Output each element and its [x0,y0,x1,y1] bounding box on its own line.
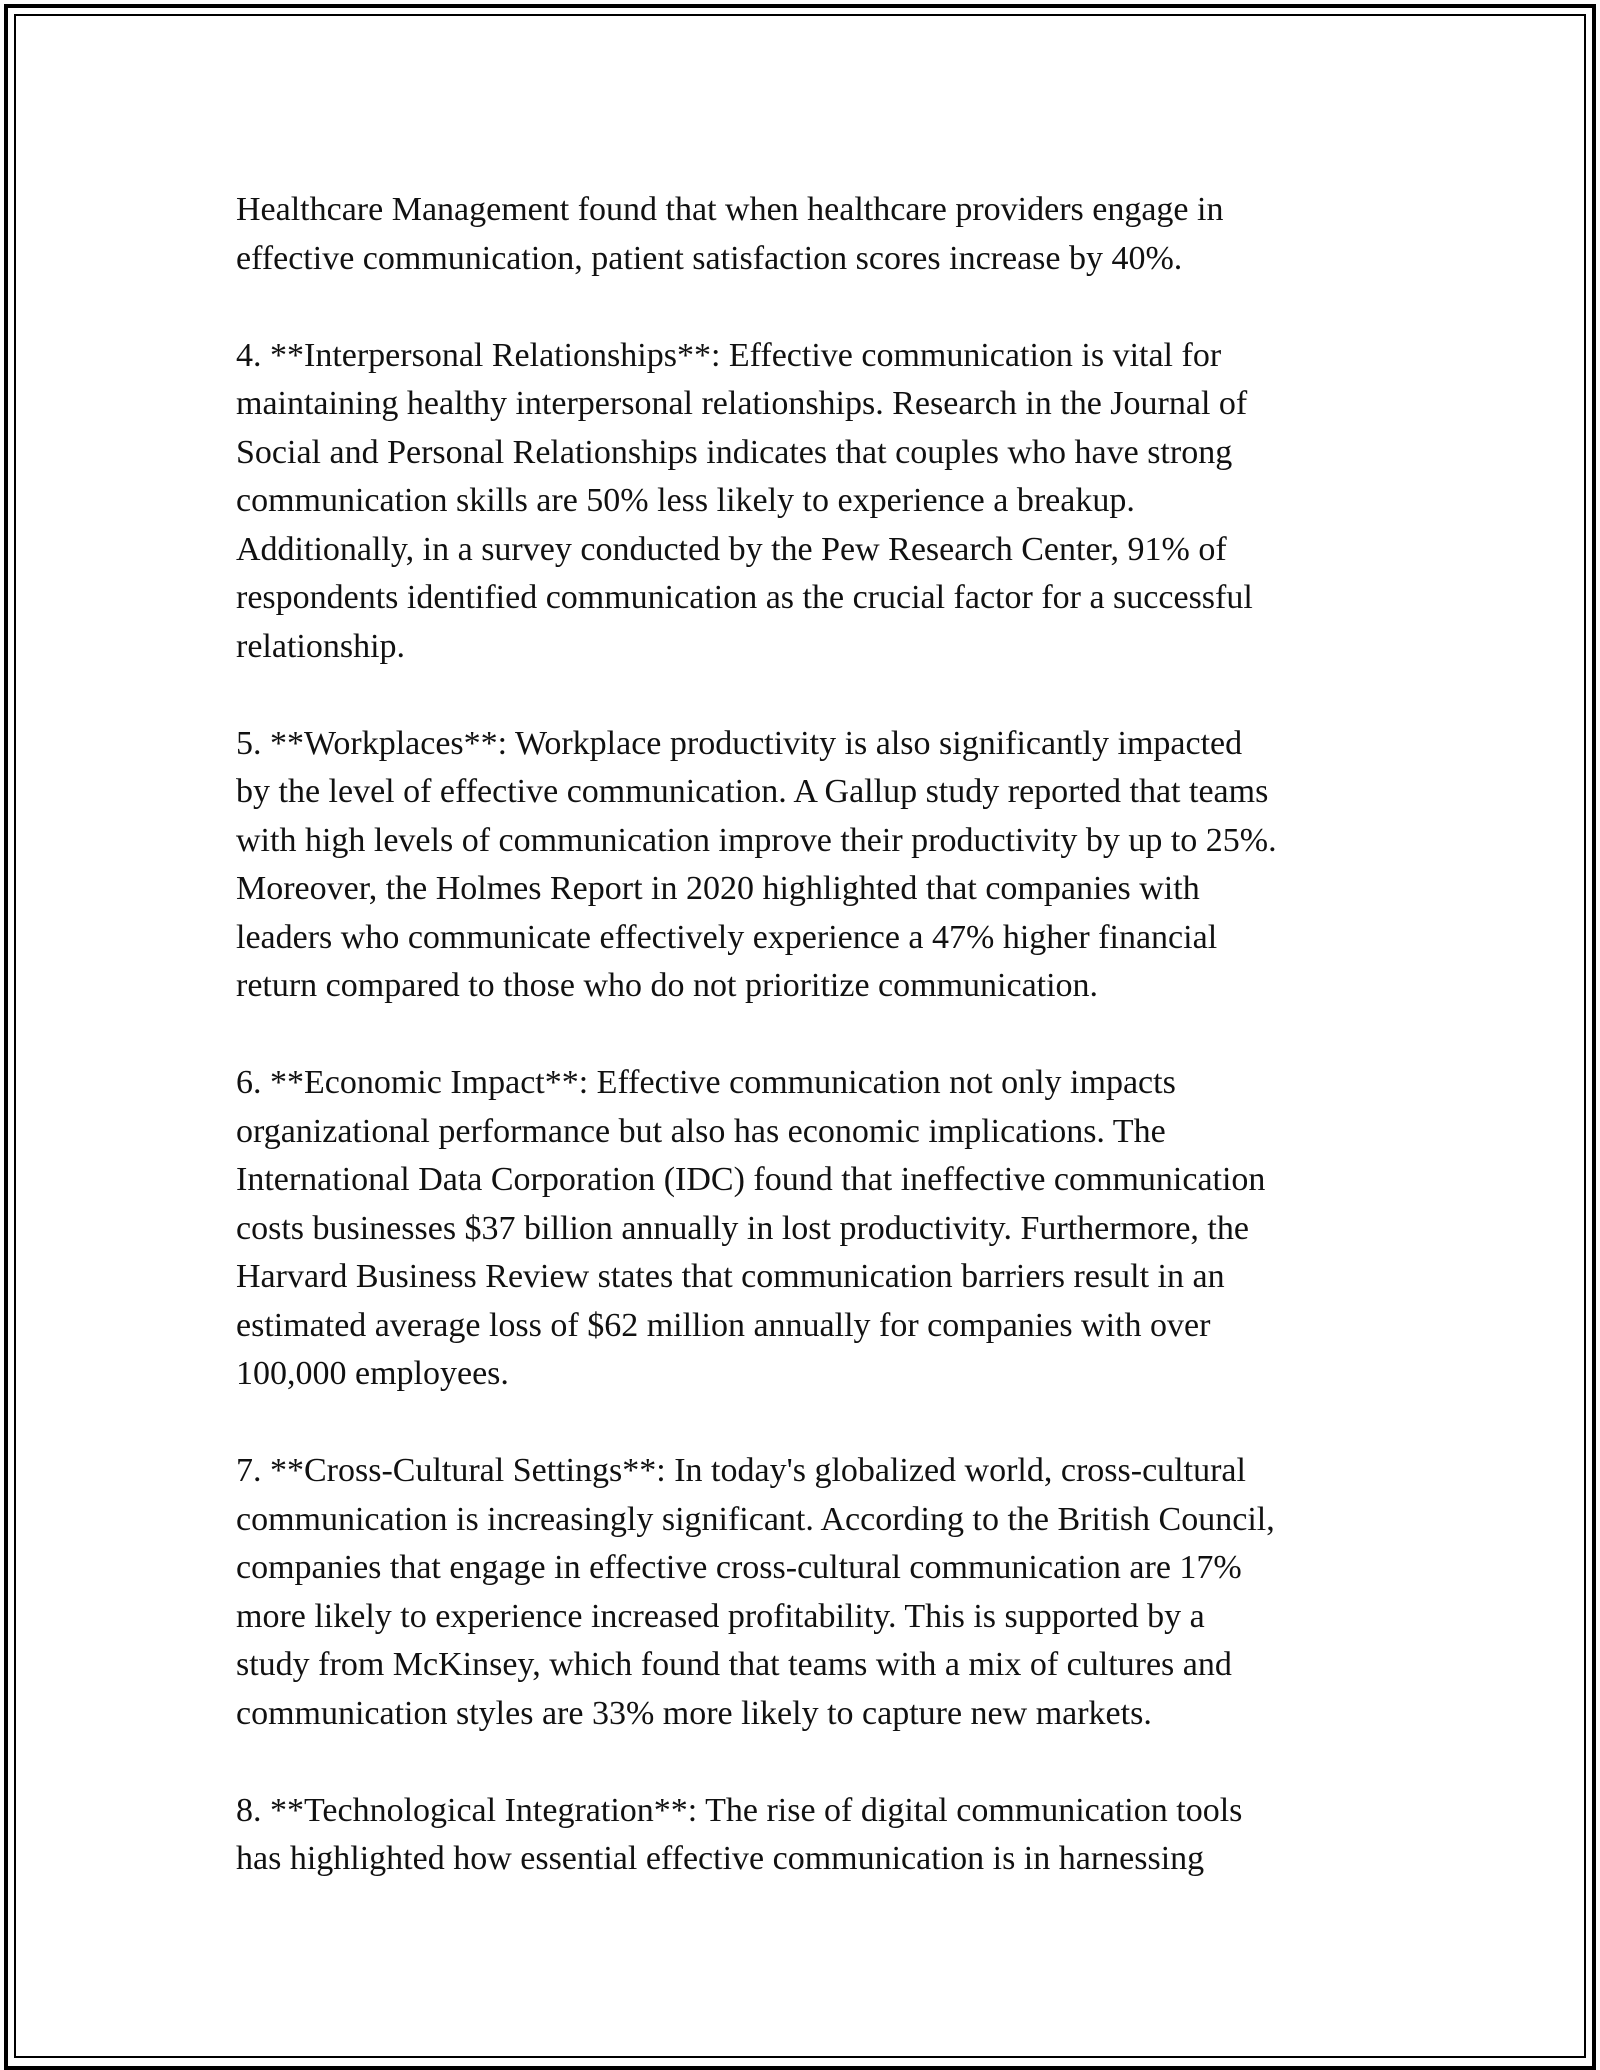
paragraph-1 [236,186,1376,283]
text-line: communication styles are 33% more likely to capture new markets. [236,1694,1152,1732]
text-line: Social and Personal Relationships indicates that couples who have strong [236,433,1233,471]
text-line: study from McKinsey, which found that teams with a mix of cultures and [236,1646,1232,1683]
text-line: effective communication, patient satisfaction scores increase by 40%. [236,239,1183,277]
text-line: by the level of effective communication. A Gallup study reported that teams [236,773,1269,810]
text-line: Additionally, in a survey conducted by the Pew Research Center, 91% of [236,530,1227,568]
text-line: 7. **Cross-Cultural Settings**: In today's globalized world, cross-cultural [236,1452,1246,1489]
paragraph-6 [236,1787,1376,1884]
paragraph-3 [236,720,1376,1011]
text-line: costs businesses $37 billion annually in lost productivity. Furthermore, the [236,1209,1249,1247]
text-line: 4. **Interpersonal Relationships**: Effective communication is vital for [236,336,1222,374]
text-line: more likely to experience increased profitability. This is supported by a [236,1597,1205,1635]
text-line: International Data Corporation (IDC) found that ineffective communication [236,1161,1266,1198]
text-line: relationship. [236,627,406,665]
paragraph-4 [236,1059,1376,1399]
text-line: companies that engage in effective cross-cultural communication are 17% [236,1549,1242,1586]
text-line: Harvard Business Review states that communication barriers result in an [236,1258,1225,1295]
text-line: leaders who communicate effectively experience a 47% higher financial [236,918,1218,956]
text-line: communication is increasingly significant. According to the British Council, [236,1500,1275,1538]
text-line: communication skills are 50% less likely to experience a breakup. [236,482,1135,519]
text-line: organizational performance but also has economic implications. The [236,1112,1166,1150]
text-line: 100,000 employees. [236,1355,509,1392]
text-line: with high levels of communication improve their productivity by up to 25%. [236,821,1277,859]
document-body [236,186,1376,1884]
text-line: return compared to those who do not prioritize communication. [236,967,1099,1004]
text-line: has highlighted how essential effective communication is in harnessing [236,1840,1205,1877]
text-line: 5. **Workplaces**: Workplace productivity is also significantly impacted [236,724,1243,762]
text-line: estimated average loss of $62 million annually for companies with over [236,1306,1211,1344]
paragraph-2 [236,332,1376,672]
text-line: Healthcare Management found that when healthcare providers engage in [236,191,1224,228]
text-line: 8. **Technological Integration**: The rise of digital communication tools [236,1791,1243,1829]
text-line: Moreover, the Holmes Report in 2020 highlighted that companies with [236,870,1200,907]
paragraph-5 [236,1447,1376,1738]
text-line: respondents identified communication as the crucial factor for a successful [236,579,1253,616]
text-line: maintaining healthy interpersonal relationships. Research in the Journal of [236,385,1248,422]
text-line: 6. **Economic Impact**: Effective communication not only impacts [236,1064,1176,1101]
